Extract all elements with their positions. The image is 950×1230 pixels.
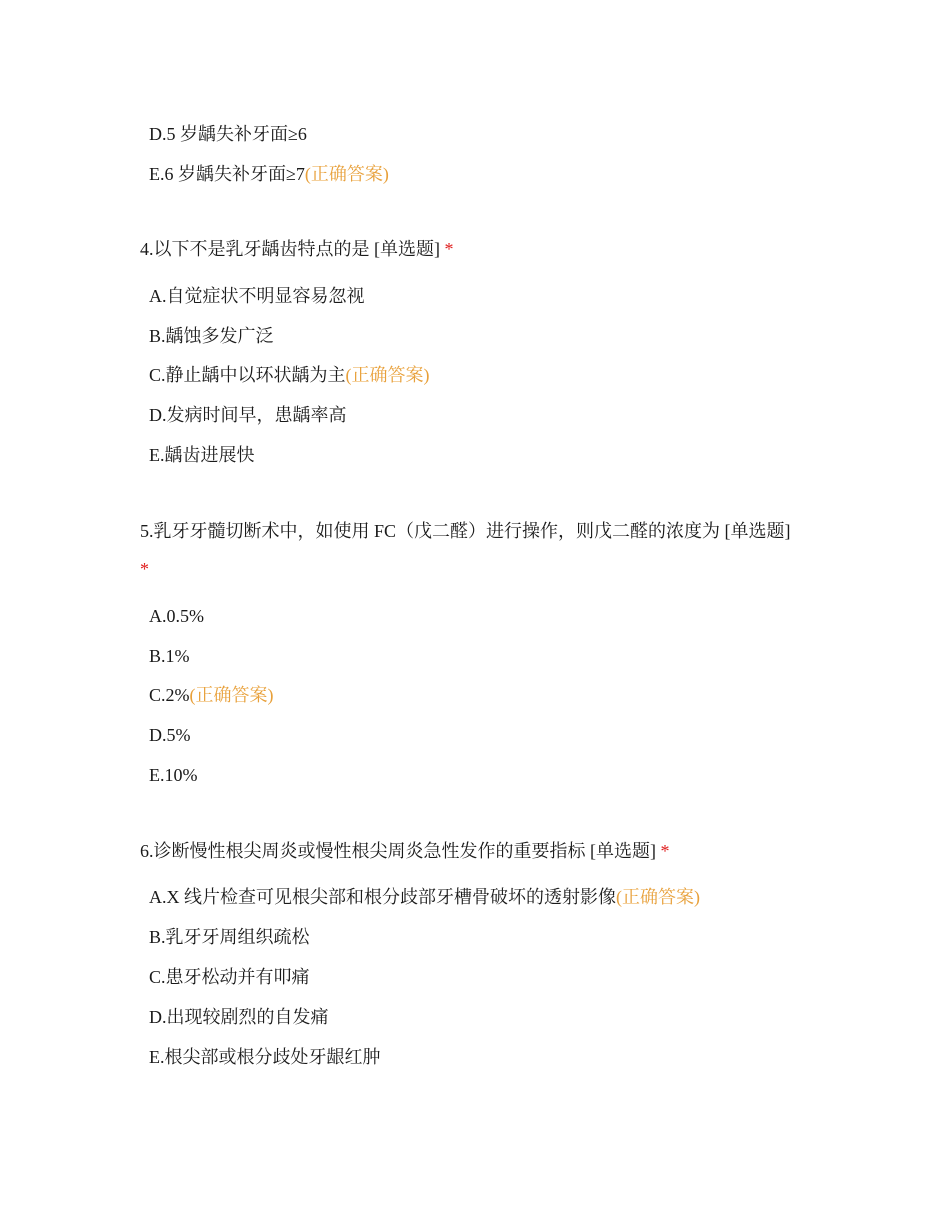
option-letter: D. — [149, 124, 167, 144]
required-mark: * — [140, 559, 149, 579]
q6-title — [140, 832, 800, 870]
q5-option-e — [149, 763, 198, 787]
option-text: 乳牙牙周组织疏松 — [165, 927, 310, 947]
q5-option-b — [149, 644, 190, 668]
option-text: 1% — [165, 646, 190, 666]
option-text: 自觉症状不明显容易忽视 — [166, 286, 365, 306]
q6-option-c — [149, 965, 310, 989]
q6-option-b — [149, 925, 310, 949]
correct-answer-tag: (正确答案) — [189, 685, 274, 705]
option-text: 6 岁龋失补牙面≥7 — [164, 164, 305, 184]
option-letter: C. — [149, 685, 166, 705]
q4-title — [140, 230, 800, 268]
correct-answer-tag: (正确答案) — [345, 365, 430, 385]
correct-answer-tag: (正确答案) — [616, 887, 700, 907]
required-mark: * — [444, 239, 454, 259]
q3-option-d — [149, 122, 307, 146]
q5-option-c — [149, 683, 274, 707]
option-text: 5 岁龋失补牙面≥6 — [166, 124, 307, 144]
q6-option-a — [149, 885, 700, 909]
q5-title — [140, 512, 800, 588]
option-text: 患牙松动并有叩痛 — [165, 967, 310, 987]
option-letter: E. — [149, 765, 165, 785]
option-letter: A. — [149, 606, 167, 626]
option-text: 龋齿进展快 — [164, 445, 255, 465]
option-text: 发病时间早，患龋率高 — [166, 405, 347, 425]
option-text: 5% — [166, 725, 191, 745]
option-letter: B. — [149, 646, 166, 666]
option-letter: A. — [149, 286, 167, 306]
q4-option-e — [149, 443, 255, 467]
q4-option-d — [149, 403, 347, 427]
q5-option-d — [149, 723, 191, 747]
question-title-text: 4.以下不是乳牙龋齿特点的是 [单选题] — [140, 239, 440, 259]
option-text: 静止龋中以环状龋为主 — [165, 365, 346, 385]
option-letter: E. — [149, 445, 165, 465]
option-letter: B. — [149, 927, 166, 947]
q4-option-c — [149, 363, 430, 387]
required-mark: * — [660, 841, 670, 861]
option-letter: D. — [149, 1007, 167, 1027]
option-letter: B. — [149, 326, 166, 346]
option-letter: A. — [149, 887, 167, 907]
option-letter: C. — [149, 967, 166, 987]
option-text: 0.5% — [166, 606, 204, 626]
option-text: 出现较剧烈的自发痛 — [166, 1007, 329, 1027]
option-text: 龋蚀多发广泛 — [165, 326, 274, 346]
q6-option-e — [149, 1045, 381, 1069]
question-title-text: 5.乳牙牙髓切断术中，如使用 FC（戊二醛）进行操作，则戊二醛的浓度为 [单选题] — [140, 521, 791, 541]
option-letter: C. — [149, 365, 166, 385]
q5-option-a — [149, 604, 204, 628]
q3-option-e — [149, 162, 389, 186]
correct-answer-tag: (正确答案) — [304, 164, 389, 184]
option-letter: D. — [149, 405, 167, 425]
option-letter: E. — [149, 164, 165, 184]
q4-option-b — [149, 324, 274, 348]
option-text: X 线片检查可见根尖部和根分歧部牙槽骨破坏的透射影像 — [166, 887, 616, 907]
option-letter: D. — [149, 725, 167, 745]
option-letter: E. — [149, 1047, 165, 1067]
option-text: 根尖部或根分歧处牙龈红肿 — [164, 1047, 381, 1067]
q6-option-d — [149, 1005, 329, 1029]
q4-option-a — [149, 284, 365, 308]
option-text: 2% — [165, 685, 190, 705]
option-text: 10% — [164, 765, 198, 785]
question-title-text: 6.诊断慢性根尖周炎或慢性根尖周炎急性发作的重要指标 [单选题] — [140, 841, 656, 861]
